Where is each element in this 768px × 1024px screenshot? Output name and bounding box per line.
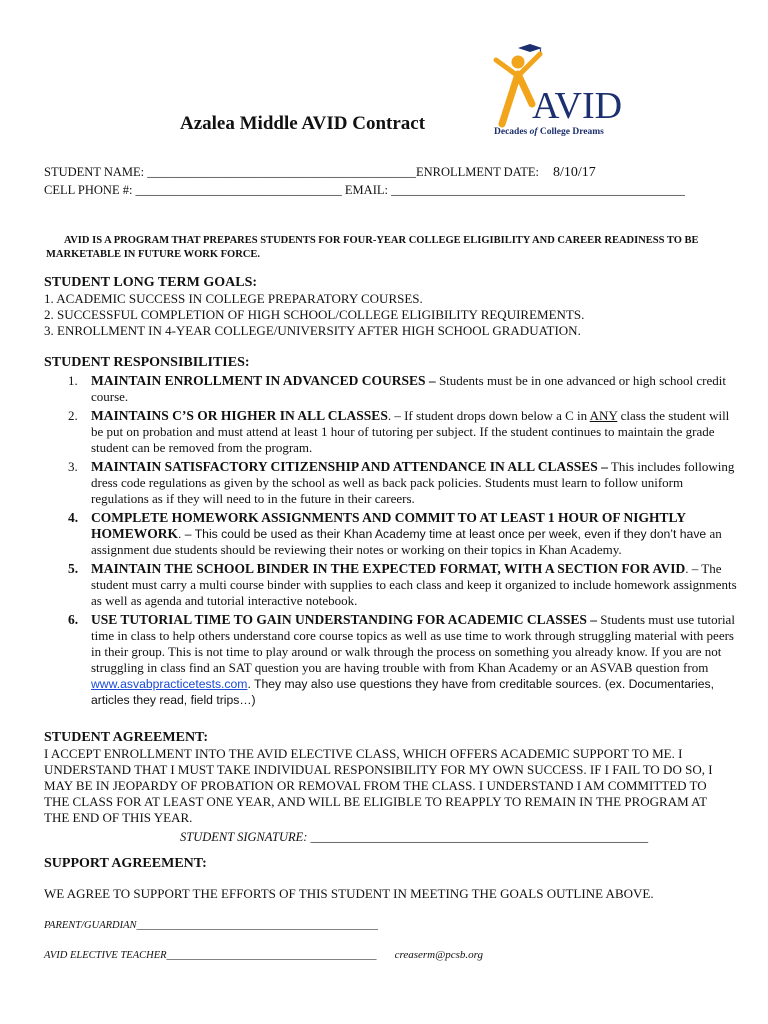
teacher-signature-field[interactable]: AVID ELECTIVE TEACHER________________________________________ bbox=[44, 950, 377, 961]
goal-item: 2. SUCCESSFUL COMPLETION OF HIGH SCHOOL/COLLEGE ELIGIBILITY REQUIREMENTS. bbox=[44, 307, 585, 322]
responsibility-item: 2. MAINTAINS C’S OR HIGHER IN ALL CLASSES. – If student drops down below a C in ANY class the student will be put on probation and must attend at least 1 hour of tutoring per subject. If the student continues to maintain the grade student can be removed from the program. bbox=[68, 408, 730, 455]
signature-label: STUDENT SIGNATURE: bbox=[180, 830, 308, 844]
agreement-heading: STUDENT AGREEMENT: bbox=[44, 730, 209, 745]
cell-phone-field[interactable]: CELL PHONE #: _________________________________ bbox=[44, 183, 345, 197]
teacher-signature-row bbox=[44, 949, 483, 961]
student-signature-field[interactable]: ______________________________________________________ bbox=[307, 830, 649, 844]
logo-tagline: Decades of College Dreams bbox=[494, 127, 604, 137]
support-body: WE AGREE TO SUPPORT THE EFFORTS OF THIS STUDENT IN MEETING THE GOALS OUTLINE ABOVE. bbox=[44, 886, 654, 901]
teacher-email: creaserm@pcsb.org bbox=[394, 949, 483, 961]
responsibility-item: 1. MAINTAIN ENROLLMENT IN ADVANCED COURSES – Students must be in one advanced or high school credit course. bbox=[68, 373, 726, 404]
goal-item: 1. ACADEMIC SUCCESS IN COLLEGE PREPARATORY COURSES. bbox=[44, 291, 423, 306]
student-agreement-section bbox=[44, 730, 734, 846]
student-name-field[interactable]: STUDENT NAME: ___________________________________________ bbox=[44, 165, 416, 179]
responsibility-item: 3. MAINTAIN SATISFACTORY CITIZENSHIP AND ATTENDANCE IN ALL CLASSES – This includes following dress code regulations as given by the school as well as back pack policies. Students must learn to follow uniform regulations as if they will need to in the future in their careers. bbox=[68, 459, 735, 506]
responsibilities-heading: STUDENT RESPONSIBILITIES: bbox=[44, 355, 250, 370]
student-name-row bbox=[44, 165, 596, 181]
program-description: AVID IS A PROGRAM THAT PREPARES STUDENTS FOR FOUR-YEAR COLLEGE ELIGIBILITY AND CAREER READINESS TO BE MARKETABLE IN FUTURE WORK FORCE. bbox=[46, 235, 699, 260]
asvab-link[interactable]: www.asvabpracticetests.com bbox=[91, 677, 248, 691]
avid-logo bbox=[488, 40, 638, 140]
logo-wordmark: AVID bbox=[532, 85, 623, 127]
email-field[interactable]: EMAIL: _______________________________________________ bbox=[344, 183, 685, 197]
responsibility-item: 6. USE TUTORIAL TIME TO GAIN UNDERSTANDING FOR ACADEMIC CLASSES – Students must use tutorial time in class to help others understand core course topics as well as use time to work through struggling material with peers in their group. This is not time to play around or walk through the process on something you already know. If you are not struggling in class find an SAT question you are having trouble with from Khan Academy or an ASVAB question from www.asvabpracticetests.com. They may also use questions they have from creditable sources. (ex. Documentaries, articles they read, field trips…) bbox=[68, 612, 735, 707]
responsibility-item: 5. MAINTAIN THE SCHOOL BINDER IN THE EXPECTED FORMAT, WITH A SECTION FOR AVID. – The student must carry a multi course binder with supplies to each class and keep it organized to include homework assignments as well as agenda and tutorial interactive notebook. bbox=[68, 561, 737, 608]
page-title: Azalea Middle AVID Contract bbox=[180, 113, 426, 134]
long-term-goals-section bbox=[44, 275, 744, 339]
agreement-body: I ACCEPT ENROLLMENT INTO THE AVID ELECTIVE CLASS, WHICH OFFERS ACADEMIC SUPPORT TO ME. I UNDERSTAND THAT I MUST TAKE INDIVIDUAL RESPONSIBILITY FOR MY OWN SUCCESS. IF I FAIL TO DO SO, I MAY BE IN JEOPARDY OF PROBATION OR REMOVAL FROM THE CLASS. I UNDERSTAND I AM COMMITTED TO THE CLASS FOR AT LEAST ONE YEAR, AND WILL BE ELIGIBLE TO REAPPLY TO REMAIN IN THE PROGRAM AT THE END OF THIS YEAR. bbox=[44, 746, 713, 825]
support-heading: SUPPORT AGREEMENT: bbox=[44, 856, 207, 871]
support-agreement-section bbox=[44, 856, 734, 902]
student-signature-row bbox=[180, 828, 734, 846]
goal-item: 3. ENROLLMENT IN 4-YEAR COLLEGE/UNIVERSITY AFTER HIGH SCHOOL GRADUATION. bbox=[44, 323, 581, 338]
goals-heading: STUDENT LONG TERM GOALS: bbox=[44, 275, 258, 290]
parent-signature-field[interactable]: PARENT/GUARDIAN______________________________________________ bbox=[44, 920, 379, 931]
enrollment-date-value: 8/10/17 bbox=[553, 165, 596, 180]
responsibility-item: 4. COMPLETE HOMEWORK ASSIGNMENTS AND COMMIT TO AT LEAST 1 HOUR OF NIGHTLY HOMEWORK. – This could be used as their Khan Academy time at least once per week, even if they don’t have an assignment due students should be reviewing their notes or working on their topics in Khan Academy. bbox=[68, 510, 722, 557]
responsibilities-section bbox=[44, 355, 744, 711]
contact-row bbox=[44, 183, 685, 198]
enrollment-date-label: ENROLLMENT DATE: bbox=[416, 165, 540, 179]
